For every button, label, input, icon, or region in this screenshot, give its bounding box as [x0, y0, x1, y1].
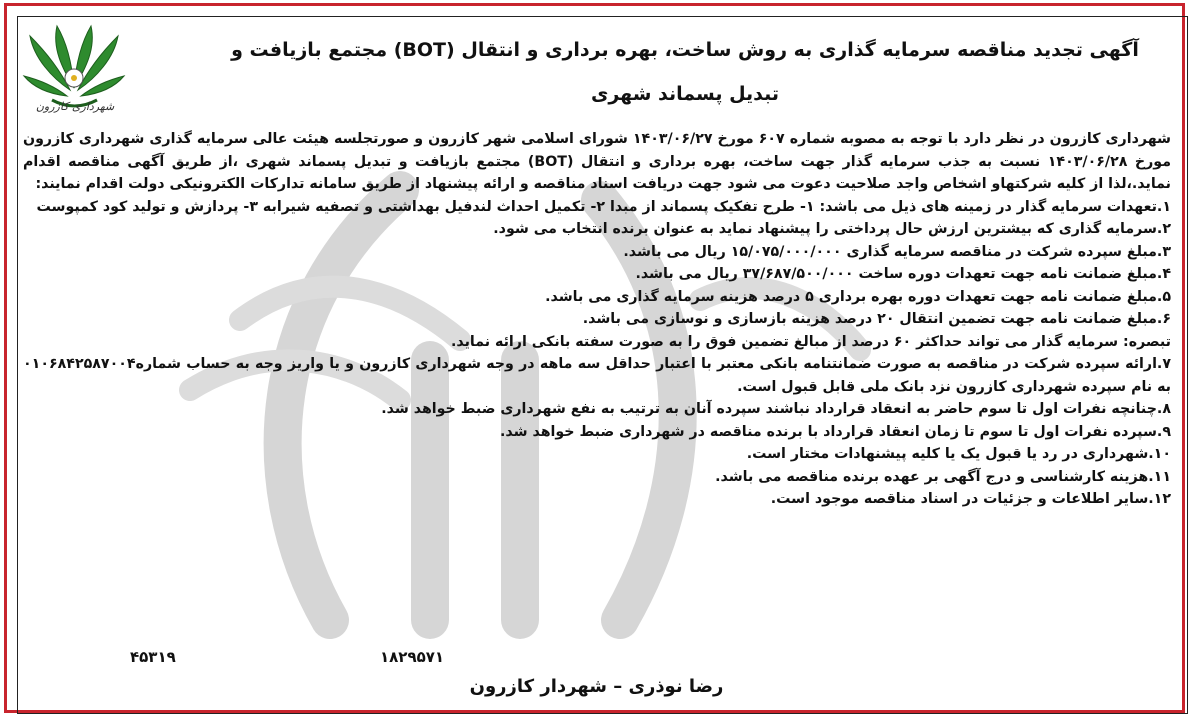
logo-caption: شهرداری کازرون — [35, 100, 115, 113]
note-paragraph: تبصره: سرمایه گذار می تواند حداکثر ۶۰ درصد از مبالغ تضمین فوق را به صورت سفته بانکی ارائه نماید. — [450, 333, 1171, 350]
list-item-7: ۷.ارائه سپرده شرکت در مناقصه به صورت ضمانتنامه بانکی معتبر با اعتبار حداقل سه ماهه در وجه شهرداری کازرون و یا واریز وجه به حساب شماره۰۱۰۶۸۴۲۵۸۷۰۰۴ به نام سپرده شهرداری کازرون نزد بانک ملی قابل قبول است. — [23, 356, 1171, 395]
reference-code-1: ۱۸۲۹۵۷۱ — [380, 648, 445, 666]
list-item-3: ۳.مبلغ سپرده شرکت در مناقصه سرمایه گذاری ۱۵/۰۷۵/۰۰۰/۰۰۰ ریال می باشد. — [623, 243, 1171, 260]
list-item-4: ۴.مبلغ ضمانت نامه جهت تعهدات دوره ساخت ۳۷/۶۸۷/۵۰۰/۰۰۰ ریال می باشد. — [635, 266, 1171, 282]
list-item-12: ۱۲.سایر اطلاعات و جزئیات در اسناد مناقصه موجود است. — [770, 491, 1171, 507]
document-title: آگهی تجدید مناقصه سرمایه گذاری به روش ساخت، بهره برداری و انتقال (BOT) مجتمع بازیافت و تبدیل پسماند شهری — [231, 39, 1139, 105]
intro-paragraph: شهرداری کازرون در نظر دارد با توجه به مصوبه شماره ۶۰۷ مورخ ۱۴۰۳/۰۶/۲۷ شورای اسلامی شهر کازرون و صورتجلسه هیئت عالی سرمایه گذاری شهرداری کازرون مورخ ۱۴۰۳/۰۶/۲۸ نسبت به جذب سرمایه گذار جهت ساخت، بهره برداری و انتقال (BOT) مجتمع بازیافت و تبدیل پسماند شهری ،از طریق آگهی مناقصه اقدام نماید.،لذا از کلیه شرکتهاو اشخاص واجد صلاحیت دعوت می شود جهت دریافت اسناد مناقصه و ارائه پیشنهاد از طریق سامانه تدارکات الکترونیکی دولت اقدام نمایند: — [23, 131, 1172, 192]
list-item-5: ۵.مبلغ ضمانت نامه جهت تعهدات دوره بهره برداری ۵ درصد هزینه سرمایه گذاری می باشد. — [545, 288, 1171, 305]
list-item-10: ۱۰.شهرداری در رد یا قبول یک یا کلیه پیشنهادات مختار است. — [746, 446, 1171, 462]
list-item-2: ۲.سرمایه گذاری که بیشترین ارزش حال پرداختی را پیشنهاد نماید به عنوان برنده انتخاب می شود. — [493, 221, 1171, 237]
list-item-9: ۹.سپرده نفرات اول تا سوم تا زمان انعقاد قرارداد با برنده مناقصه در شهرداری ضبط خواهد شد. — [500, 423, 1171, 440]
list-item-11: ۱۱.هزینه کارشناسی و درج آگهی بر عهده برنده مناقصه می باشد. — [715, 468, 1171, 485]
signature: رضا نوذری – شهردار کازرون — [469, 676, 724, 697]
list-item-6: ۶.مبلغ ضمانت نامه جهت تضمین انتقال ۲۰ درصد هزینه بازسازی و نوسازی می باشد. — [582, 311, 1171, 327]
list-item-1: ۱.تعهدات سرمایه گذار در زمینه های ذیل می باشد: ۱- طرح تفکیک پسماند از مبدا ۲- تکمیل احداث لندفیل بهداشتی و تصفیه شیرابه ۳- پردازش و تولید کود کمپوست — [36, 198, 1171, 215]
reference-codes — [130, 648, 460, 672]
reference-code-2: ۴۵۳۱۹ — [130, 648, 176, 666]
list-item-8: ۸.چنانچه نفرات اول تا سوم حاضر به انعقاد قرارداد نباشند سپرده آنان به ترتیب به نفع شهرداری ضبط خواهد شد. — [381, 401, 1171, 417]
document-body — [23, 128, 1171, 511]
